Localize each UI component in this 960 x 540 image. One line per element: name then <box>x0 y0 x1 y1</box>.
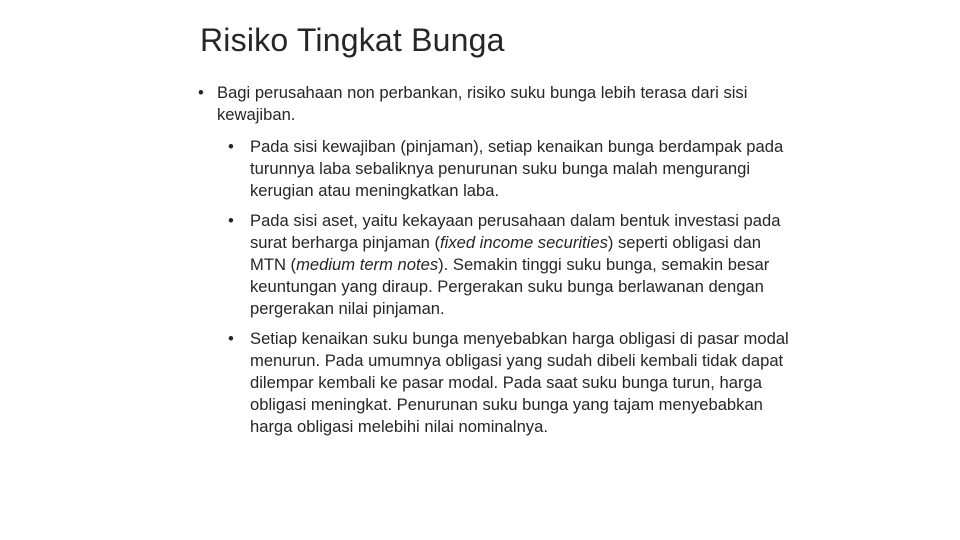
main-point-text: Bagi perusahaan non perbankan, risiko suku bunga lebih terasa dari sisi kewajiban. <box>217 83 748 124</box>
sub-point-2-part3: ). Semakin tinggi suku bunga, semakin besar keuntungan yang diraup. Pergerakan suku bunga berlawanan dengan pergerakan nilai pinjaman. <box>250 255 770 318</box>
bullet-icon: • <box>228 137 234 156</box>
sub-bullet-point-3 <box>228 328 798 438</box>
main-bullet-point <box>198 82 798 126</box>
sub-bullet-point-2 <box>228 210 798 320</box>
sub-point-2-text <box>228 210 798 320</box>
bullet-icon: • <box>198 83 204 102</box>
sub-point-2-italic-term-2: medium term notes <box>296 255 439 274</box>
sub-bullet-point-1 <box>228 136 798 202</box>
sub-point-2-part1: Pada sisi aset, yaitu kekayaan perusahaan dalam bentuk investasi pada surat berharga pinjaman ( <box>250 211 781 252</box>
slide-title: Risiko Tingkat Bunga <box>200 22 505 58</box>
bullet-icon: • <box>228 329 234 348</box>
sub-point-2-part2: ) seperti obligasi dan MTN ( <box>250 233 761 274</box>
bullet-icon: • <box>228 211 234 230</box>
sub-point-1-text: Pada sisi kewajiban (pinjaman), setiap kenaikan bunga berdampak pada turunnya laba sebaliknya penurunan suku bunga malah mengurangi kerugian atau meningkatkan laba. <box>250 137 784 200</box>
sub-point-2-italic-term-1: fixed income securities <box>440 233 608 252</box>
sub-point-3-text: Setiap kenaikan suku bunga menyebabkan harga obligasi di pasar modal menurun. Pada umumnya obligasi yang sudah dibeli kembali tidak dapat dilempar kembali ke pasar modal. Pada saat suku bunga turun, harga obligasi meningkat. Penurunan suku bunga yang tajam menyebabkan harga obligasi melebihi nilai nominalnya. <box>250 329 789 436</box>
